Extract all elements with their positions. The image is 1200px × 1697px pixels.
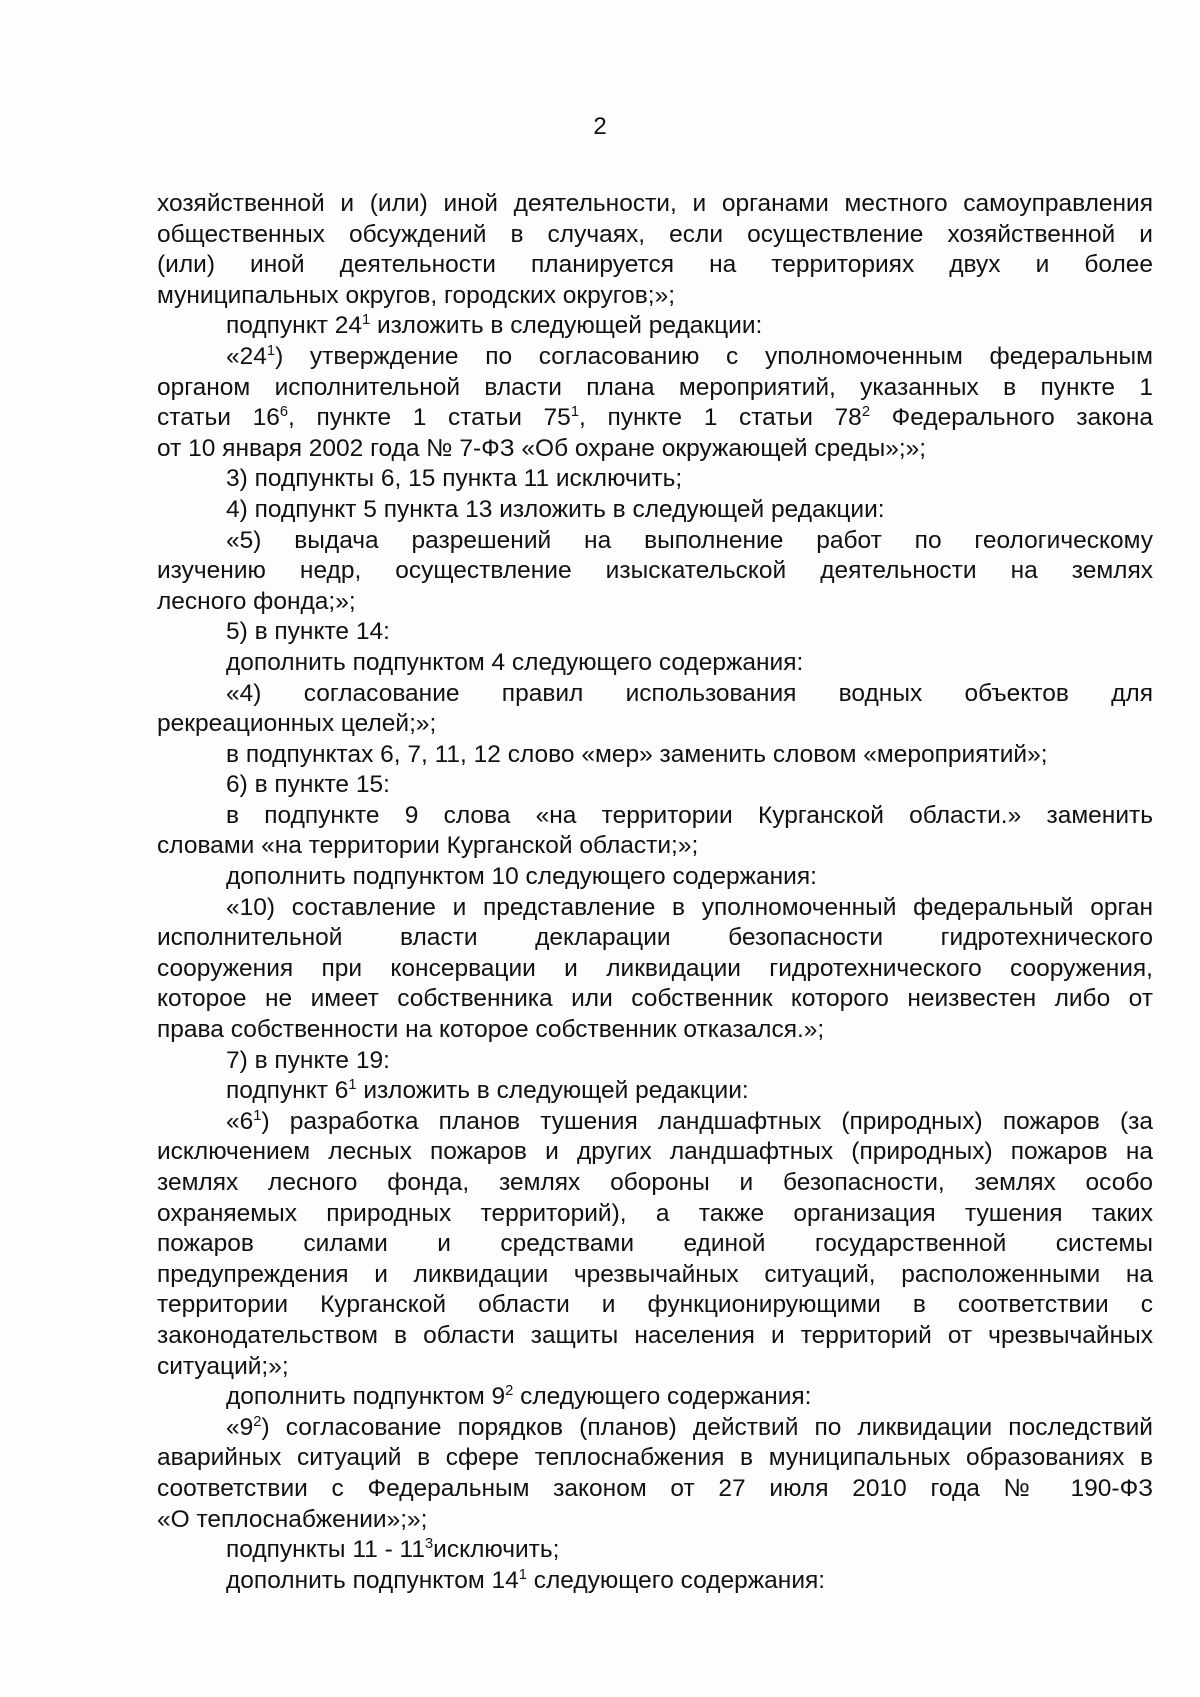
- text-line: лесного фонда;»;: [157, 587, 356, 615]
- text-line: от 10 января 2002 года № 7-ФЗ «Об охране окружающей среды»;»;: [157, 434, 927, 462]
- text-line: «10) составление и представление в уполномоченный федеральный орган: [226, 893, 1153, 921]
- text-line: хозяйственной и (или) иной деятельности, и органами местного самоуправления: [157, 190, 1153, 217]
- text-line: «$24^1$) утверждение по согласованию с уполномоченным федеральным: [226, 342, 1153, 370]
- text-line: общественных обсуждений в случаях, если осуществление хозяйственной и: [157, 220, 1153, 248]
- text-line: «$6^1$) разработка планов тушения ландшафтных (природных) пожаров (за: [226, 1107, 1153, 1135]
- text-line: в подпункте 9 слова «на территории Курганской области.» заменить: [226, 801, 1153, 829]
- text-line: «4) согласование правил использования водных объектов для: [226, 679, 1153, 707]
- text-line: дополнить подпунктом $14^1$ следующего содержания:: [226, 1566, 826, 1594]
- text-line: 7) в пункте 19:: [226, 1046, 390, 1074]
- text-line: дополнить подпунктом $9^2$ следующего содержания:: [226, 1383, 812, 1411]
- text-line: пожаров силами и средствами единой государственной системы: [157, 1230, 1153, 1258]
- text-line: территории Курганской области и функционирующими в соответствии с: [157, 1291, 1153, 1319]
- text-line: (или) иной деятельности планируется на территориях двух и более: [157, 251, 1153, 279]
- text-line: подпункты $11 - 11^3исключить$;: [226, 1535, 560, 1564]
- text-line: подпункт $24^1$ изложить в следующей редакции:: [226, 312, 763, 340]
- text-line: ситуаций;»;: [157, 1352, 289, 1380]
- page-number: 2: [593, 113, 607, 140]
- text-line: «5) выдача разрешений на выполнение работ по геологическому: [226, 526, 1153, 554]
- text-line: дополнить подпунктом 10 следующего содержания:: [226, 863, 817, 891]
- text-line: права собственности на которое собственник отказался.»;: [157, 1016, 825, 1044]
- document-body: [157, 189, 1153, 1596]
- text-line: 3) подпункты 6, 15 пункта 11 исключить;: [226, 465, 683, 493]
- text-line: исполнительной власти декларации безопасности гидротехнического: [157, 924, 1153, 952]
- text-line: подпункт $6^1$ изложить в следующей редакции:: [226, 1077, 749, 1105]
- text-line: «$9^2$) согласование порядков (планов) действий по ликвидации последствий: [226, 1413, 1153, 1441]
- text-line: землях лесного фонда, землях обороны и безопасности, землях особо: [157, 1169, 1153, 1196]
- text-line: словами «на территории Курганской области;»;: [157, 832, 699, 860]
- text-line: в подпунктах 6, 7, 11, 12 слово «мер» заменить словом «мероприятий»;: [226, 740, 1048, 768]
- text-line: 6) в пункте 15:: [226, 771, 390, 799]
- text-line: 4) подпункт 5 пункта 13 изложить в следующей редакции:: [226, 495, 885, 523]
- text-line: дополнить подпунктом 4 следующего содержания:: [226, 648, 804, 676]
- text-line: «О теплоснабжении»;»;: [157, 1505, 428, 1533]
- text-line: которое не имеет собственника или собственник которого неизвестен либо от: [157, 985, 1153, 1013]
- text-line: законодательством в области защиты населения и территорий от чрезвычайных: [157, 1321, 1153, 1349]
- text-line: охраняемых природных территорий), а также организация тушения таких: [157, 1199, 1153, 1227]
- text-line: 5) в пункте 14:: [226, 618, 390, 646]
- text-line: рекреационных целей;»;: [157, 710, 437, 738]
- text-line: сооружения при консервации и ликвидации гидротехнического сооружения,: [157, 954, 1153, 982]
- text-line: органом исполнительной власти плана мероприятий, указанных в пункте 1: [157, 373, 1153, 401]
- text-line: аварийных ситуаций в сфере теплоснабжения в муниципальных образованиях в: [157, 1444, 1153, 1472]
- text-line: исключением лесных пожаров и других ландшафтных (природных) пожаров на: [157, 1138, 1153, 1166]
- text-line: предупреждения и ликвидации чрезвычайных ситуаций, расположенными на: [157, 1260, 1153, 1288]
- text-line: статьи $16^6$, пункте 1 статьи $75^1$, пункте 1 статьи $78^2$ Федерального закона: [157, 404, 1154, 432]
- text-line: муниципальных округов, городских округов;»;: [157, 281, 676, 309]
- text-line: соответствии с Федеральным законом от 27 июля 2010 года № 190-ФЗ: [157, 1474, 1153, 1502]
- text-line: изучению недр, осуществление изыскательской деятельности на землях: [157, 557, 1153, 585]
